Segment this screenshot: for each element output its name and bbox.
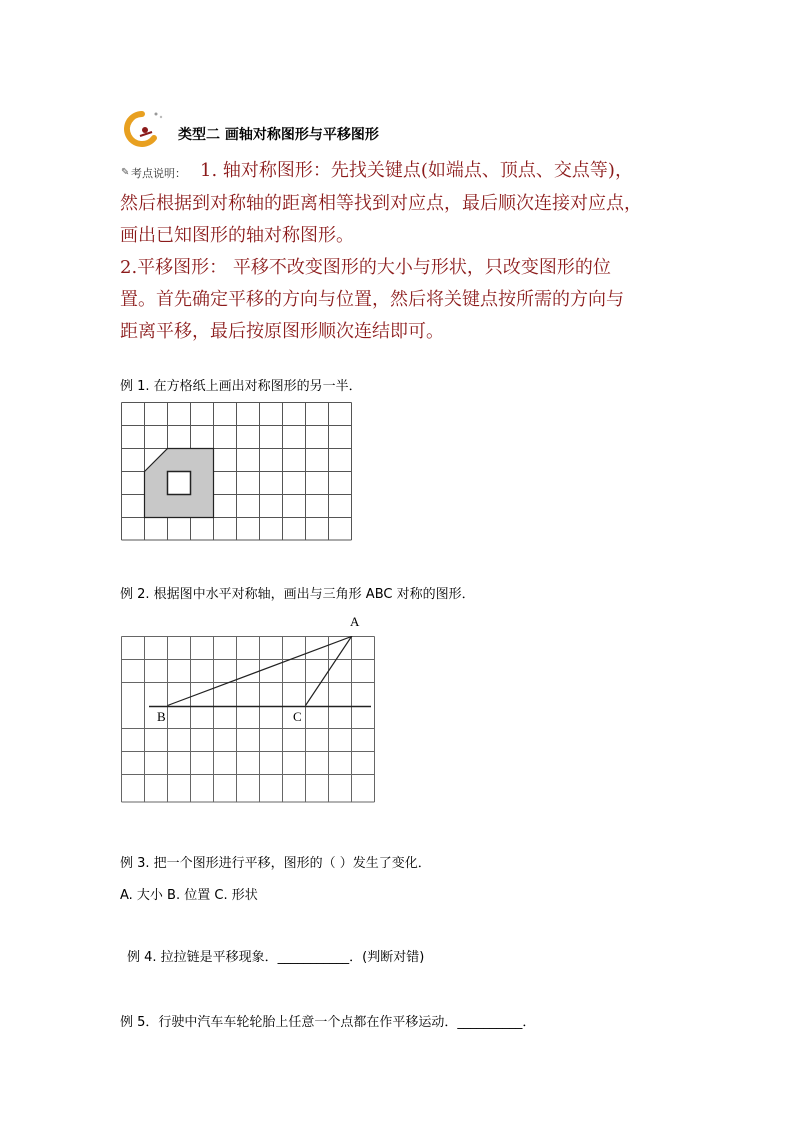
key-point-line-4: 2.平移图形： 平移不改变图形的大小与形状，只改变图形的位 [120, 257, 611, 278]
example-5-question: 例 5．行驶中汽车车轮轮胎上任意一个点都在作平移运动．__________． [120, 1015, 536, 1030]
point-b-label: B [157, 709, 166, 724]
point-c-label: C [293, 709, 302, 724]
section-logo-icon [120, 108, 170, 150]
point-a-label: A [350, 614, 360, 629]
key-point-line-1: 1. 轴对称图形：先找关键点(如端点、顶点、交点等)， [200, 160, 633, 181]
pencil-icon: ✎ [121, 167, 130, 178]
key-point-line-5: 置。首先确定平移的方向与位置，然后将关键点按所需的方向与 [120, 289, 624, 310]
example-1-question: 例 1. 在方格纸上画出对称图形的另一半． [120, 379, 362, 394]
example-4-question: 例 4. 拉拉链是平移现象．___________．(判断对错) [127, 950, 425, 965]
key-point-line-6: 距离平移，最后按原图形顺次连结即可。 [120, 321, 444, 342]
key-point-line-3: 画出已知图形的轴对称图形。 [120, 225, 354, 246]
example-3-options: A. 大小 B. 位置 C. 形状 [120, 888, 258, 903]
key-points-label: 考点说明： [131, 167, 186, 180]
inner-square [168, 472, 191, 495]
key-point-line-2: 然后根据到对称轴的距离相等找到对应点，最后顺次连接对应点， [120, 193, 642, 214]
example-2-question: 例 2. 根据图中水平对称轴，画出与三角形 ABC 对称的图形． [120, 587, 475, 602]
section-title: 类型二 画轴对称图形与平移图形 [178, 127, 379, 143]
example-3-question: 例 3. 把一个图形进行平移，图形的（ ）发生了变化． [120, 856, 431, 871]
example-1-grid [121, 402, 353, 542]
